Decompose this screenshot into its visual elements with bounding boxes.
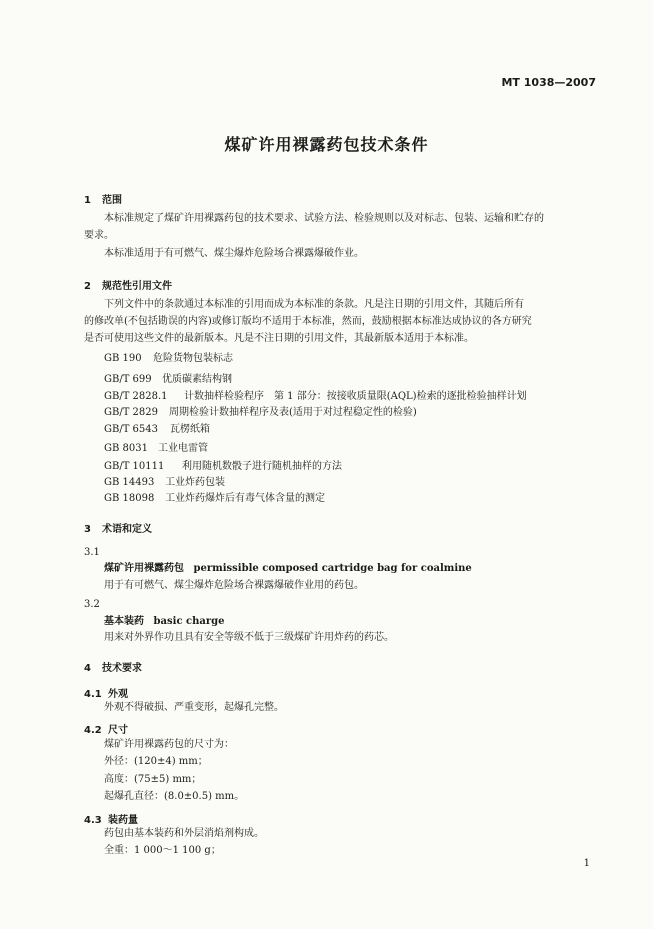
s1-para2: 本标准适用于有可燃气、煤尘爆炸危险场合裸露爆破作业。 [104, 248, 364, 259]
clause-4-3-line1: 药包由基本装药和外层消焰剂构成。 [104, 828, 264, 839]
section-3-heading: 3 术语和定义 [84, 524, 152, 535]
page-number: 1 [583, 858, 590, 869]
term-3-1: 煤矿许用裸露药包 permissible composed cartridge bag for coalmine [104, 563, 472, 574]
s2-para-line3: 是否可使用这些文件的最新版本。凡是不注日期的引用文件，其最新版本适用于本标准。 [84, 333, 474, 344]
document-title: 煤矿许用裸露药包技术条件 [224, 135, 429, 154]
clause-4-2-heading: 4.2 尺寸 [84, 725, 128, 736]
term-3-2-definition: 用来对外界作功且具有安全等级不低于三级煤矿许用炸药的药芯。 [104, 632, 394, 643]
section-4-heading: 4 技术要求 [84, 663, 142, 674]
standard-code: MT 1038—2007 [501, 76, 596, 89]
section-2-heading: 2 规范性引用文件 [84, 281, 172, 292]
reference-item: GB 18098 工业炸药爆炸后有毒气体含量的测定 [104, 493, 325, 504]
clause-4-2-line1: 煤矿许用裸露药包的尺寸为： [104, 739, 234, 750]
term-3-1-definition: 用于有可燃气、煤尘爆炸危险场合裸露爆破作业用的药包。 [104, 580, 364, 591]
term-3-1-number: 3.1 [84, 547, 100, 558]
term-3-2-number: 3.2 [84, 599, 100, 610]
clause-4-2-line3: 高度：(75±5) mm； [104, 774, 202, 785]
s2-para-line1: 下列文件中的条款通过本标准的引用而成为本标准的条款。凡是注日期的引用文件，其随后所有 [104, 299, 524, 310]
reference-item: GB/T 699 优质碳素结构钢 [104, 374, 232, 385]
clause-4-1-heading: 4.1 外观 [84, 689, 128, 700]
reference-item: GB 190 危险货物包装标志 [104, 353, 233, 364]
reference-item: GB 8031 工业电雷管 [104, 443, 208, 454]
reference-item: GB/T 2828.1 计数抽样检验程序 第 1 部分：按接收质量限(AQL)检索的逐批检验抽样计划 [104, 391, 527, 402]
clause-4-1-text: 外观不得破损、严重变形，起爆孔完整。 [104, 702, 284, 713]
clause-4-3-heading: 4.3 装药量 [84, 815, 138, 826]
reference-item: GB 14493 工业炸药包装 [104, 477, 225, 488]
reference-item: GB/T 6543 瓦楞纸箱 [104, 424, 210, 435]
clause-4-2-line4: 起爆孔直径：(8.0±0.5) mm。 [104, 791, 245, 802]
clause-4-3-line2: 全重：1 000～1 100 g； [104, 845, 221, 856]
s1-para1-line2: 要求。 [84, 230, 114, 241]
s1-para1-line1: 本标准规定了煤矿许用裸露药包的技术要求、试验方法、检验规则以及对标志、包装、运输和贮存的 [104, 213, 544, 224]
s2-para-line2: 的修改单(不包括勘误的内容)或修订版均不适用于本标准，然而，鼓励根据本标准达成协议的各方研究 [84, 316, 532, 327]
term-3-2: 基本装药 basic charge [104, 616, 225, 627]
reference-item: GB/T 10111 利用随机数骰子进行随机抽样的方法 [104, 461, 342, 472]
reference-item: GB/T 2829 周期检验计数抽样程序及表(适用于对过程稳定性的检验) [104, 407, 417, 418]
clause-4-2-line2: 外径：(120±4) mm； [104, 756, 208, 767]
section-1-heading: 1 范围 [84, 195, 122, 206]
